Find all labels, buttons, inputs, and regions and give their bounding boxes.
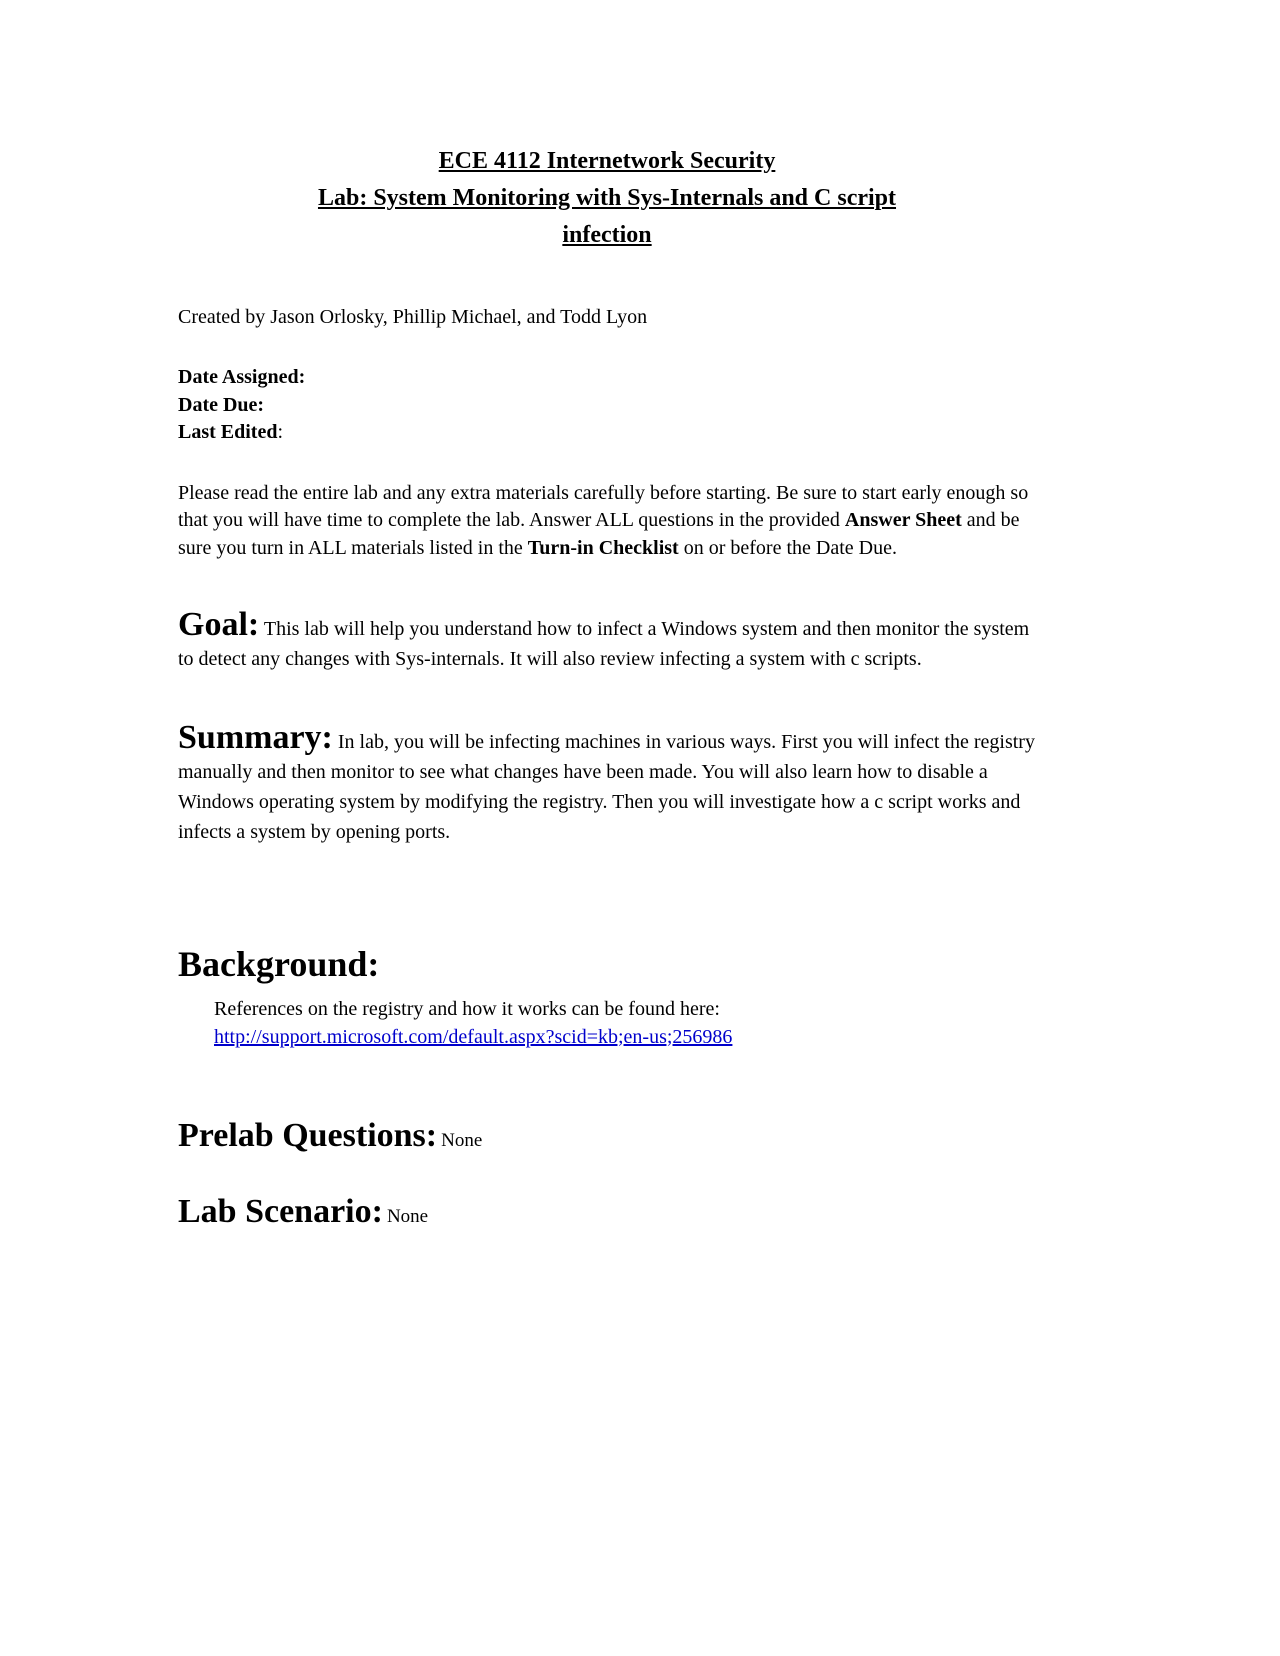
summary-section <box>178 721 1036 847</box>
turn-in-checklist-emphasis: Turn-in Checklist <box>527 536 679 559</box>
lab-scenario-heading: Lab Scenario: <box>178 1192 383 1230</box>
title-line-2: Lab: System Monitoring with Sys-Internals and C script <box>317 185 897 211</box>
prelab-value: None <box>441 1129 483 1151</box>
title-line-1: ECE 4112 Internetwork Security <box>438 148 776 174</box>
registry-reference-link[interactable]: http://support.microsoft.com/default.aspx?scid=kb;en-us;256986 <box>214 1025 733 1048</box>
lab-scenario-value: None <box>386 1205 429 1227</box>
dates-block <box>178 364 1036 447</box>
prelab-section <box>178 1116 1036 1154</box>
intro-text-2: and be sure you turn in ALL materials listed in the <box>178 509 1020 559</box>
byline: Created by Jason Orlosky, Phillip Michael, and Todd Lyon <box>178 306 648 328</box>
goal-heading: Goal: <box>178 606 260 643</box>
date-assigned-label: Date Assigned: <box>178 366 306 388</box>
background-heading: Background: <box>178 944 380 984</box>
intro-text-1: Please read the entire lab and any extra materials carefully before starting. Be sure to start early enough so that you will have time to complete the lab. Answer ALL questions in the provided <box>178 481 1029 531</box>
goal-text: This lab will help you understand how to infect a Windows system and then monitor the system to detect any changes with Sys-internals. It will also review infecting a system with c scripts. <box>178 618 1030 670</box>
intro-paragraph <box>178 480 1036 563</box>
last-edited-label: Last Edited: <box>178 421 284 443</box>
date-due-label: Date Due: <box>178 393 265 416</box>
background-body <box>178 995 1036 1051</box>
prelab-heading: Prelab Questions: <box>178 1116 438 1154</box>
title-line-3: infection <box>562 222 652 248</box>
answer-sheet-emphasis: Answer Sheet <box>844 509 962 531</box>
document-title <box>178 143 1036 254</box>
lab-scenario-section <box>178 1192 1036 1230</box>
background-reference-text: References on the registry and how it works can be found here: <box>214 997 720 1020</box>
background-section <box>178 945 1036 1051</box>
summary-text: In lab, you will be infecting machines in various ways. First you will infect the registry manually and then monitor to see what changes have been made. You will also learn how to disable a Windows operating system by modifying the registry. Then you will investigate how a c script works and infects a system by opening ports. <box>178 731 1035 843</box>
goal-section <box>178 608 1036 674</box>
intro-text-3: on or before the Date Due. <box>678 536 897 559</box>
summary-heading: Summary: <box>178 719 333 756</box>
